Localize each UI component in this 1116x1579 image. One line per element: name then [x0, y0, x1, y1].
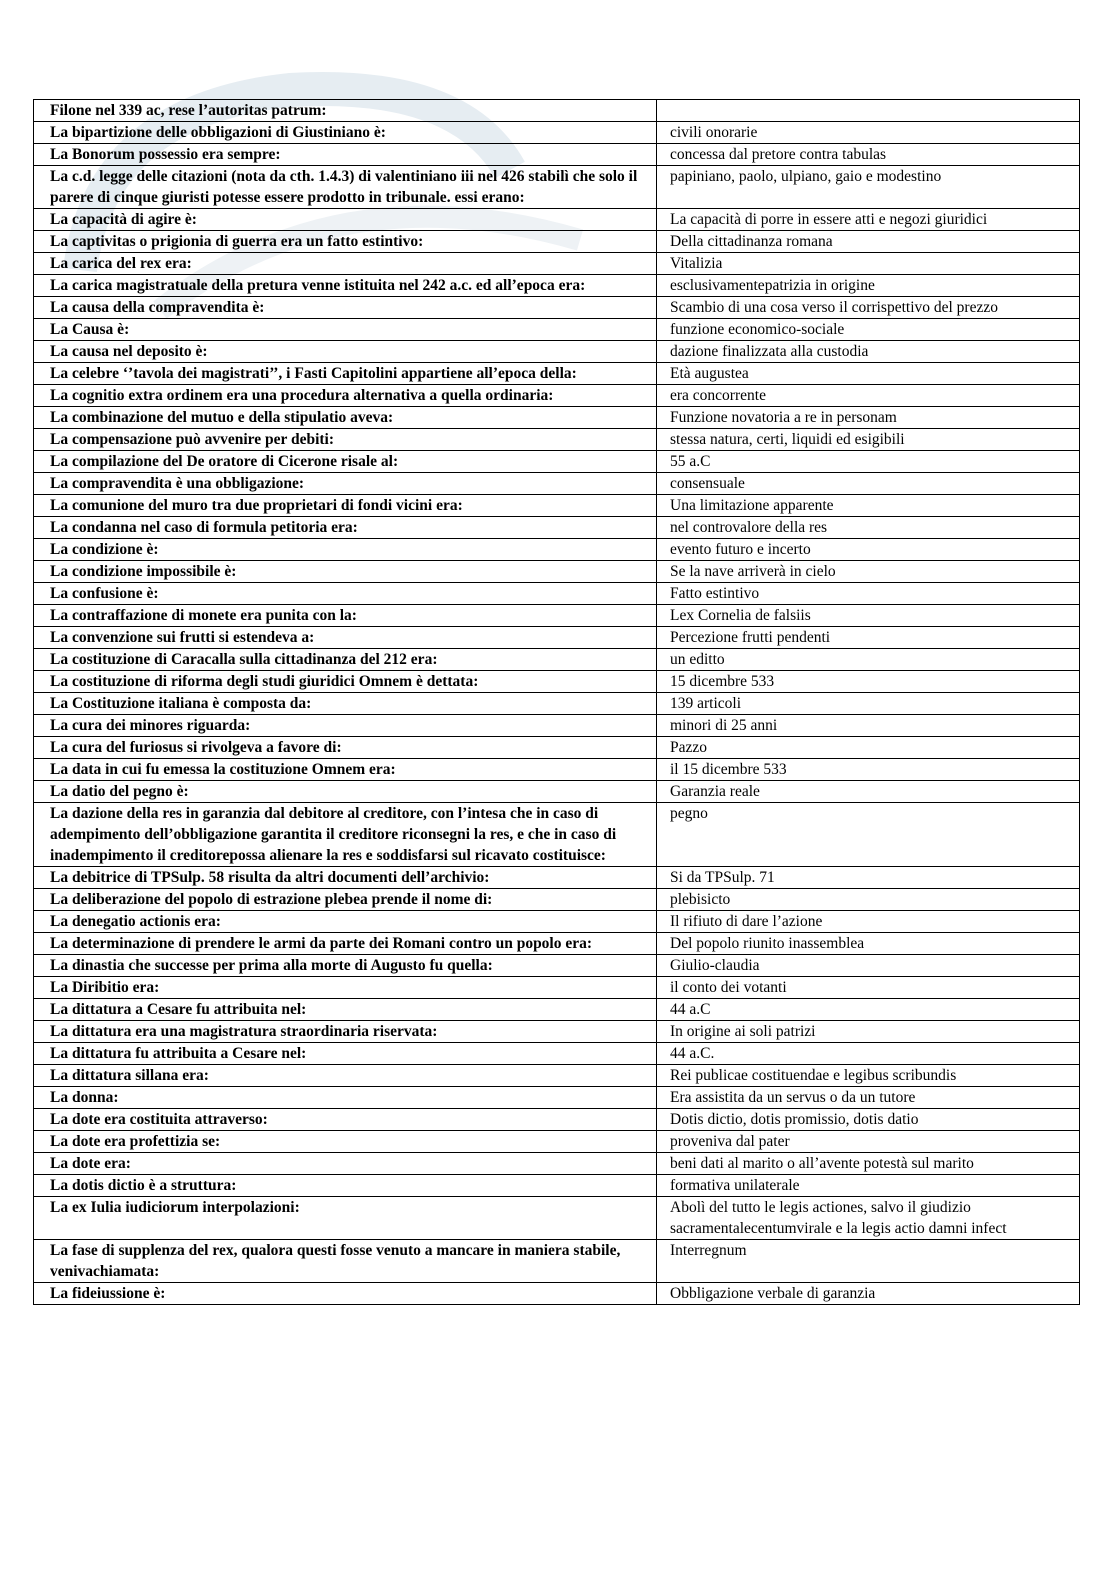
question-cell: Filone nel 339 ac, rese l’autoritas patrum:: [34, 100, 657, 122]
answer-cell: 139 articoli: [657, 693, 1080, 715]
answer-cell: Vitalizia: [657, 253, 1080, 275]
question-cell: La dote era costituita attraverso:: [34, 1109, 657, 1131]
question-cell: La Diribitio era:: [34, 977, 657, 999]
answer-cell: dazione finalizzata alla custodia: [657, 341, 1080, 363]
question-cell: La combinazione del mutuo e della stipulatio aveva:: [34, 407, 657, 429]
table-row: [34, 759, 1080, 781]
table-row: [34, 122, 1080, 144]
answer-cell: Dotis dictio, dotis promissio, dotis datio: [657, 1109, 1080, 1131]
table-row: [34, 231, 1080, 253]
answer-cell: formativa unilaterale: [657, 1175, 1080, 1197]
table-row: [34, 1021, 1080, 1043]
answer-cell: In origine ai soli patrizi: [657, 1021, 1080, 1043]
question-cell: La dazione della res in garanzia dal debitore al creditore, con l’intesa che in caso di adempimento dell’obbligazione garantita il creditore riconsegni la res, e che in caso di inadempimento il creditorepossa alienare la res e soddisfarsi sul ricavato costituisce:: [34, 803, 657, 867]
answer-cell: beni dati al marito o all’avente potestà sul marito: [657, 1153, 1080, 1175]
question-cell: La Bonorum possessio era sempre:: [34, 144, 657, 166]
answer-cell: Età augustea: [657, 363, 1080, 385]
answer-cell: nel controvalore della res: [657, 517, 1080, 539]
table-row: [34, 889, 1080, 911]
question-cell: La deliberazione del popolo di estrazione plebea prende il nome di:: [34, 889, 657, 911]
answer-cell: il conto dei votanti: [657, 977, 1080, 999]
table-row: [34, 1109, 1080, 1131]
table-row: [34, 977, 1080, 999]
answer-cell: il 15 dicembre 533: [657, 759, 1080, 781]
table-row: [34, 473, 1080, 495]
answer-cell: Garanzia reale: [657, 781, 1080, 803]
answer-cell: proveniva dal pater: [657, 1131, 1080, 1153]
question-cell: La datio del pegno è:: [34, 781, 657, 803]
answer-cell: 55 a.C: [657, 451, 1080, 473]
question-cell: La dotis dictio è a struttura:: [34, 1175, 657, 1197]
table-row: [34, 1175, 1080, 1197]
answer-cell: Abolì del tutto le legis actiones, salvo il giudizio sacramentalecentumvirale e la legis actio damni infect: [657, 1197, 1080, 1240]
question-cell: La contraffazione di monete era punita con la:: [34, 605, 657, 627]
table-row: [34, 363, 1080, 385]
question-cell: La data in cui fu emessa la costituzione Omnem era:: [34, 759, 657, 781]
table-row: [34, 407, 1080, 429]
question-cell: La comunione del muro tra due proprietari di fondi vicini era:: [34, 495, 657, 517]
answer-cell: papiniano, paolo, ulpiano, gaio e modestino: [657, 166, 1080, 209]
answer-cell: Se la nave arriverà in cielo: [657, 561, 1080, 583]
question-cell: La fideiussione è:: [34, 1283, 657, 1305]
table-row: [34, 627, 1080, 649]
qa-table-body: [34, 100, 1080, 1305]
question-cell: La dittatura a Cesare fu attribuita nel:: [34, 999, 657, 1021]
table-row: [34, 495, 1080, 517]
table-row: [34, 1131, 1080, 1153]
question-cell: La causa nel deposito è:: [34, 341, 657, 363]
table-row: [34, 297, 1080, 319]
answer-cell: evento futuro e incerto: [657, 539, 1080, 561]
question-cell: La captivitas o prigionia di guerra era un fatto estintivo:: [34, 231, 657, 253]
question-cell: La compilazione del De oratore di Cicerone risale al:: [34, 451, 657, 473]
answer-cell: Una limitazione apparente: [657, 495, 1080, 517]
answer-cell: 44 a.C.: [657, 1043, 1080, 1065]
question-cell: La compravendita è una obbligazione:: [34, 473, 657, 495]
question-cell: La causa della compravendita è:: [34, 297, 657, 319]
answer-cell: Funzione novatoria a re in personam: [657, 407, 1080, 429]
table-row: [34, 781, 1080, 803]
table-row: [34, 999, 1080, 1021]
table-row: [34, 319, 1080, 341]
answer-cell: Si da TPSulp. 71: [657, 867, 1080, 889]
answer-cell: Della cittadinanza romana: [657, 231, 1080, 253]
question-cell: La fase di supplenza del rex, qualora questi fosse venuto a mancare in maniera stabile, venivachiamata:: [34, 1240, 657, 1283]
answer-cell: Percezione frutti pendenti: [657, 627, 1080, 649]
table-row: [34, 166, 1080, 209]
table-row: [34, 209, 1080, 231]
answer-cell: concessa dal pretore contra tabulas: [657, 144, 1080, 166]
table-row: [34, 517, 1080, 539]
table-row: [34, 1240, 1080, 1283]
question-cell: La Costituzione italiana è composta da:: [34, 693, 657, 715]
table-row: [34, 803, 1080, 867]
question-cell: La condanna nel caso di formula petitoria era:: [34, 517, 657, 539]
table-row: [34, 561, 1080, 583]
table-row: [34, 253, 1080, 275]
table-row: [34, 429, 1080, 451]
question-cell: La cura dei minores riguarda:: [34, 715, 657, 737]
question-cell: La condizione impossibile è:: [34, 561, 657, 583]
table-row: [34, 144, 1080, 166]
table-row: [34, 715, 1080, 737]
table-row: [34, 1065, 1080, 1087]
table-row: [34, 539, 1080, 561]
table-row: [34, 649, 1080, 671]
answer-cell: 44 a.C: [657, 999, 1080, 1021]
answer-cell: Lex Cornelia de falsiis: [657, 605, 1080, 627]
question-cell: La debitrice di TPSulp. 58 risulta da altri documenti dell’archivio:: [34, 867, 657, 889]
answer-cell: Scambio di una cosa verso il corrispettivo del prezzo: [657, 297, 1080, 319]
table-row: [34, 1283, 1080, 1305]
question-cell: La determinazione di prendere le armi da parte dei Romani contro un popolo era:: [34, 933, 657, 955]
table-row: [34, 100, 1080, 122]
question-cell: La condizione è:: [34, 539, 657, 561]
question-cell: La dittatura era una magistratura straordinaria riservata:: [34, 1021, 657, 1043]
answer-cell: Era assistita da un servus o da un tutore: [657, 1087, 1080, 1109]
answer-cell: [657, 100, 1080, 122]
table-row: [34, 583, 1080, 605]
question-cell: La capacità di agire è:: [34, 209, 657, 231]
question-cell: La dittatura sillana era:: [34, 1065, 657, 1087]
table-row: [34, 911, 1080, 933]
table-row: [34, 955, 1080, 977]
question-cell: La dittatura fu attribuita a Cesare nel:: [34, 1043, 657, 1065]
table-row: [34, 1153, 1080, 1175]
question-cell: La Causa è:: [34, 319, 657, 341]
table-row: [34, 385, 1080, 407]
question-cell: La costituzione di riforma degli studi giuridici Omnem è dettata:: [34, 671, 657, 693]
answer-cell: pegno: [657, 803, 1080, 867]
table-row: [34, 605, 1080, 627]
answer-cell: esclusivamentepatrizia in origine: [657, 275, 1080, 297]
answer-cell: stessa natura, certi, liquidi ed esigibili: [657, 429, 1080, 451]
answer-cell: minori di 25 anni: [657, 715, 1080, 737]
question-cell: La dote era profettizia se:: [34, 1131, 657, 1153]
table-row: [34, 1087, 1080, 1109]
question-cell: La ex Iulia iudiciorum interpolazioni:: [34, 1197, 657, 1240]
question-cell: La convenzione sui frutti si estendeva a:: [34, 627, 657, 649]
question-cell: La bipartizione delle obbligazioni di Giustiniano è:: [34, 122, 657, 144]
question-cell: La confusione è:: [34, 583, 657, 605]
question-cell: La dote era:: [34, 1153, 657, 1175]
question-cell: La dinastia che successe per prima alla morte di Augusto fu quella:: [34, 955, 657, 977]
answer-cell: Del popolo riunito inassemblea: [657, 933, 1080, 955]
answer-cell: civili onorarie: [657, 122, 1080, 144]
table-row: [34, 341, 1080, 363]
answer-cell: La capacità di porre in essere atti e negozi giuridici: [657, 209, 1080, 231]
table-row: [34, 451, 1080, 473]
qa-table: [33, 99, 1080, 1305]
answer-cell: Obbligazione verbale di garanzia: [657, 1283, 1080, 1305]
table-row: [34, 933, 1080, 955]
question-cell: La carica del rex era:: [34, 253, 657, 275]
question-cell: La denegatio actionis era:: [34, 911, 657, 933]
question-cell: La carica magistratuale della pretura venne istituita nel 242 a.c. ed all’epoca era:: [34, 275, 657, 297]
question-cell: La c.d. legge delle citazioni (nota da cth. 1.4.3) di valentiniano iii nel 426 stabilì che solo il parere di cinque giuristi potesse essere prodotto in tribunale. essi erano:: [34, 166, 657, 209]
answer-cell: un editto: [657, 649, 1080, 671]
table-row: [34, 867, 1080, 889]
table-row: [34, 1043, 1080, 1065]
question-cell: La cura del furiosus si rivolgeva a favore di:: [34, 737, 657, 759]
question-cell: La donna:: [34, 1087, 657, 1109]
answer-cell: era concorrente: [657, 385, 1080, 407]
table-row: [34, 693, 1080, 715]
answer-cell: Pazzo: [657, 737, 1080, 759]
answer-cell: Fatto estintivo: [657, 583, 1080, 605]
answer-cell: Interregnum: [657, 1240, 1080, 1283]
question-cell: La compensazione può avvenire per debiti:: [34, 429, 657, 451]
answer-cell: funzione economico-sociale: [657, 319, 1080, 341]
answer-cell: Rei publicae costituendae e legibus scribundis: [657, 1065, 1080, 1087]
question-cell: La celebre ‘’tavola dei magistrati’’, i Fasti Capitolini appartiene all’epoca della:: [34, 363, 657, 385]
table-row: [34, 737, 1080, 759]
table-row: [34, 275, 1080, 297]
table-row: [34, 1197, 1080, 1240]
table-row: [34, 671, 1080, 693]
answer-cell: Il rifiuto di dare l’azione: [657, 911, 1080, 933]
answer-cell: consensuale: [657, 473, 1080, 495]
answer-cell: Giulio-claudia: [657, 955, 1080, 977]
question-cell: La costituzione di Caracalla sulla cittadinanza del 212 era:: [34, 649, 657, 671]
question-cell: La cognitio extra ordinem era una procedura alternativa a quella ordinaria:: [34, 385, 657, 407]
answer-cell: 15 dicembre 533: [657, 671, 1080, 693]
answer-cell: plebisicto: [657, 889, 1080, 911]
